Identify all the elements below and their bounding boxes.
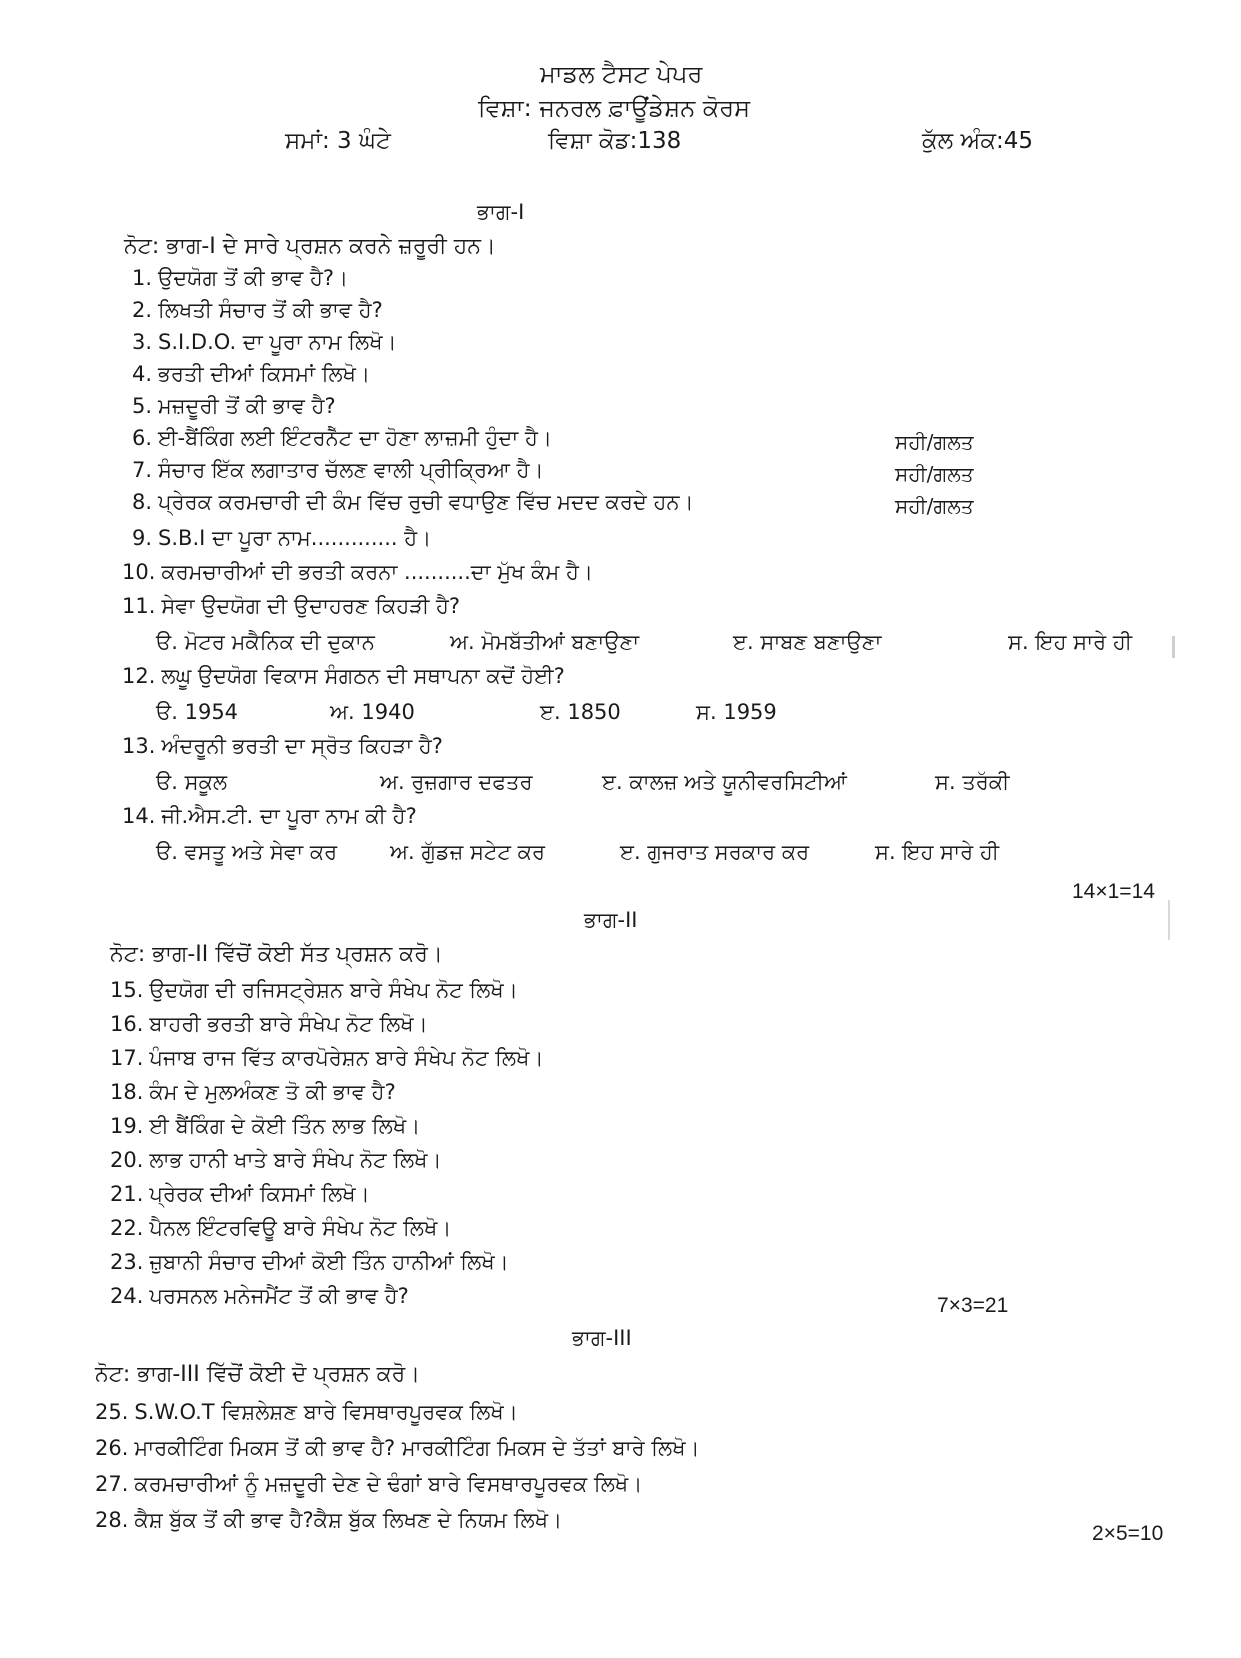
question-5 (132, 394, 336, 419)
question-26 (95, 1436, 700, 1461)
question-28 (95, 1508, 562, 1533)
question-24 (110, 1284, 409, 1309)
question-text: ਕਰਮਚਾਰੀਆਂ ਨੂੰ ਮਜ਼ਦੂਰੀ ਦੇਣ ਦੇ ਢੰਗਾਂ ਬਾਰੇ ਵਿਸਥਾਰਪੂਰਵਕ ਲਿਖੋ। (134, 1472, 643, 1496)
question-6 (132, 426, 552, 451)
subject-code: ਵਿਸ਼ਾ ਕੋਡ:138 (548, 128, 682, 154)
part2-note: ਨੋਟ: ਭਾਗ-II ਵਿੱਚੋਂ ਕੋਈ ਸੱਤ ਪ੍ਰਸ਼ਨ ਕਰੋ। (110, 942, 443, 967)
scan-mark (1168, 900, 1170, 940)
question-number: 18. (110, 1080, 144, 1104)
question-17 (110, 1046, 544, 1071)
question-number: 20. (110, 1148, 144, 1172)
part3-note: ਨੋਟ: ਭਾਗ-III ਵਿੱਚੋਂ ਕੋਈ ਦੋ ਪ੍ਰਸ਼ਨ ਕਰੋ। (95, 1362, 421, 1387)
part1-note: ਨੋਟ: ਭਾਗ-I ਦੇ ਸਾਰੇ ਪ੍ਰਸ਼ਨ ਕਰਨੇ ਜ਼ਰੂਰੀ ਹਨ। (124, 234, 496, 259)
question-18 (110, 1080, 396, 1105)
question-22 (110, 1216, 451, 1241)
question-text: ਪੰਜਾਬ ਰਾਜ ਵਿੱਤ ਕਾਰਪੋਰੇਸ਼ਨ ਬਾਰੇ ਸੰਖੇਪ ਨੋਟ ਲਿਖੋ। (149, 1046, 544, 1070)
question-number: 28. (95, 1508, 129, 1532)
q14-option-d: ਸ. ਇਹ ਸਾਰੇ ਹੀ (875, 840, 1000, 864)
question-text: S.W.O.T ਵਿਸ਼ਲੇਸ਼ਣ ਬਾਰੇ ਵਿਸਥਾਰਪੂਰਵਕ ਲਿਖੋ। (134, 1400, 518, 1424)
question-text: ਜੀ.ਐਸ.ਟੀ. ਦਾ ਪੂਰਾ ਨਾਮ ਕੀ ਹੈ? (161, 804, 417, 828)
true-false-label: ਸਹੀ/ਗਲਤ (895, 430, 974, 454)
question-1 (132, 266, 348, 291)
question-number: 6. (132, 426, 153, 450)
question-number: 26. (95, 1436, 129, 1460)
question-13 (122, 734, 443, 759)
part3-heading: ਭਾਗ-III (572, 1326, 632, 1350)
question-8 (132, 490, 694, 515)
question-9 (132, 526, 431, 551)
q14-option-b: ਅ. ਗੁੱਡਜ਼ ਸਟੇਟ ਕਰ (390, 840, 545, 864)
question-15 (110, 978, 518, 1003)
q12-option-b: ਅ. 1940 (330, 700, 415, 724)
paper-title: ਮਾਡਲ ਟੈਸਟ ਪੇਪਰ (540, 60, 703, 88)
question-21 (110, 1182, 370, 1207)
true-false-label: ਸਹੀ/ਗਲਤ (895, 462, 974, 486)
part2-heading: ਭਾਗ-II (584, 908, 638, 932)
question-text: ਜ਼ੁਬਾਨੀ ਸੰਚਾਰ ਦੀਆਂ ਕੋਈ ਤਿੰਨ ਹਾਨੀਆਂ ਲਿਖੋ। (149, 1250, 509, 1274)
part1-marks: 14×1=14 (1072, 880, 1155, 903)
question-number: 19. (110, 1114, 144, 1138)
q12-option-a: ੳ. 1954 (156, 700, 239, 724)
question-text: ਪੈਨਲ ਇੰਟਰਵਿਊ ਬਾਰੇ ਸੰਖੇਪ ਨੋਟ ਲਿਖੋ। (149, 1216, 452, 1240)
question-number: 14. (122, 804, 156, 828)
question-number: 27. (95, 1472, 129, 1496)
q14-option-c: ੲ. ਗੁਜਰਾਤ ਸਰਕਾਰ ਕਰ (620, 840, 810, 864)
question-text: S.B.I ਦਾ ਪੂਰਾ ਨਾਮ............. ਹੈ। (158, 526, 432, 550)
q14-option-a: ੳ. ਵਸਤੂ ਅਤੇ ਸੇਵਾ ਕਰ (156, 840, 338, 864)
q11-option-d: ਸ. ਇਹ ਸਾਰੇ ਹੀ (1008, 630, 1133, 654)
question-number: 4. (132, 362, 153, 386)
question-number: 17. (110, 1046, 144, 1070)
question-text: ਈ-ਬੈਂਕਿੰਗ ਲਈ ਇੰਟਰਨੈੱਟ ਦਾ ਹੋਣਾ ਲਾਜ਼ਮੀ ਹੁੰਦਾ ਹੈ। (158, 426, 553, 450)
total-marks: ਕੁੱਲ ਅੰਕ:45 (922, 128, 1034, 154)
q11-option-c: ੲ. ਸਾਬਣ ਬਣਾਉਣਾ (733, 630, 882, 654)
question-number: 9. (132, 526, 153, 550)
question-text: ਲਿਖਤੀ ਸੰਚਾਰ ਤੋਂ ਕੀ ਭਾਵ ਹੈ? (158, 298, 383, 322)
q13-option-c: ੲ. ਕਾਲਜ਼ ਅਤੇ ਯੂਨੀਵਰਸਿਟੀਆਂ (602, 770, 847, 794)
part1-heading: ਭਾਗ-I (477, 200, 525, 224)
q13-option-a: ੳ. ਸਕੂਲ (156, 770, 228, 794)
question-text: ਅੰਦਰੂਨੀ ਭਰਤੀ ਦਾ ਸ੍ਰੋਤ ਕਿਹੜਾ ਹੈ? (161, 734, 443, 758)
question-number: 12. (122, 664, 156, 688)
question-number: 21. (110, 1182, 144, 1206)
question-text: ਕਰਮਚਾਰੀਆਂ ਦੀ ਭਰਤੀ ਕਰਨਾ ..........ਦਾ ਮੁੱਖ ਕੰਮ ਹੈ। (161, 560, 594, 584)
question-number: 11. (122, 594, 156, 618)
question-text: ਪਰਸਨਲ ਮਨੇਜਮੈਂਟ ਤੋਂ ਕੀ ਭਾਵ ਹੈ? (149, 1284, 409, 1308)
question-number: 16. (110, 1012, 144, 1036)
question-text: ਈ ਬੈਂਕਿੰਗ ਦੇ ਕੋਈ ਤਿੰਨ ਲਾਭ ਲਿਖੋ। (149, 1114, 421, 1138)
question-20 (110, 1148, 442, 1173)
scan-mark (1172, 636, 1175, 658)
question-number: 24. (110, 1284, 144, 1308)
question-text: ਪ੍ਰੇਰਕ ਦੀਆਂ ਕਿਸਮਾਂ ਲਿਖੋ। (149, 1182, 370, 1206)
question-number: 13. (122, 734, 156, 758)
question-2 (132, 298, 383, 323)
question-number: 22. (110, 1216, 144, 1240)
question-number: 3. (132, 330, 153, 354)
question-number: 5. (132, 394, 153, 418)
question-23 (110, 1250, 509, 1275)
question-text: ਉਦਯੋਗ ਤੋਂ ਕੀ ਭਾਵ ਹੈ?। (158, 266, 349, 290)
question-number: 7. (132, 458, 153, 482)
question-number: 25. (95, 1400, 129, 1424)
question-12 (122, 664, 565, 689)
question-3 (132, 330, 397, 355)
question-14 (122, 804, 417, 829)
question-text: ਸੰਚਾਰ ਇੱਕ ਲਗਾਤਾਰ ਚੱਲਣ ਵਾਲੀ ਪ੍ਰੀਕ੍ਰਿਆ ਹੈ। (158, 458, 544, 482)
question-text: S.I.D.O. ਦਾ ਪੂਰਾ ਨਾਮ ਲਿਖੋ। (158, 330, 397, 354)
question-text: ਸੇਵਾ ਉਦਯੋਗ ਦੀ ਉਦਾਹਰਣ ਕਿਹੜੀ ਹੈ? (161, 594, 460, 618)
question-number: 23. (110, 1250, 144, 1274)
q13-option-d: ਸ. ਤਰੱਕੀ (935, 770, 1010, 794)
q13-option-b: ਅ. ਰੁਜ਼ਗਾਰ ਦਫਤਰ (380, 770, 533, 794)
question-number: 1. (132, 266, 153, 290)
question-text: ਕੰਮ ਦੇ ਮੁਲਅੰਕਣ ਤੋ ਕੀ ਭਾਵ ਹੈ? (149, 1080, 396, 1104)
question-number: 10. (122, 560, 156, 584)
question-7 (132, 458, 544, 483)
question-27 (95, 1472, 642, 1497)
question-text: ਪ੍ਰੇਰਕ ਕਰਮਚਾਰੀ ਦੀ ਕੰਮ ਵਿੱਚ ਰੁਚੀ ਵਧਾਉਣ ਵਿੱਚ ਮਦਦ ਕਰਦੇ ਹਨ। (158, 490, 694, 514)
question-text: ਭਰਤੀ ਦੀਆਂ ਕਿਸਮਾਂ ਲਿਖੋ। (158, 362, 371, 386)
q12-option-d: ਸ. 1959 (696, 700, 777, 724)
question-text: ਬਾਹਰੀ ਭਰਤੀ ਬਾਰੇ ਸੰਖੇਪ ਨੋਟ ਲਿਖੋ। (149, 1012, 428, 1036)
question-10 (122, 560, 593, 585)
subject-line: ਵਿਸ਼ਾ: ਜਨਰਲ ਫ਼ਾਊਂਡੇਸ਼ਨ ਕੋਰਸ (478, 94, 751, 122)
question-text: ਕੈਸ਼ ਬੁੱਕ ਤੋਂ ਕੀ ਭਾਵ ਹੈ?ਕੈਸ਼ ਬੁੱਕ ਲਿਖਣ ਦੇ ਨਿਯਮ ਲਿਖੋ। (134, 1508, 563, 1532)
true-false-label: ਸਹੀ/ਗਲਤ (895, 494, 974, 518)
question-text: ਲਾਭ ਹਾਨੀ ਖਾਤੇ ਬਾਰੇ ਸੰਖੇਪ ਨੋਟ ਲਿਖੋ। (149, 1148, 442, 1172)
question-text: ਮਜ਼ਦੂਰੀ ਤੋਂ ਕੀ ਭਾਵ ਹੈ? (158, 394, 336, 418)
question-text: ਲਘੂ ਉਦਯੋਗ ਵਿਕਾਸ ਸੰਗਠਨ ਦੀ ਸਥਾਪਨਾ ਕਦੋਂ ਹੋਈ? (161, 664, 565, 688)
q11-option-a: ੳ. ਮੋਟਰ ਮਕੈਨਿਕ ਦੀ ਦੁਕਾਨ (156, 630, 375, 654)
question-19 (110, 1114, 420, 1139)
part2-marks: 7×3=21 (937, 1294, 1009, 1317)
question-25 (95, 1400, 518, 1425)
question-number: 2. (132, 298, 153, 322)
question-16 (110, 1012, 428, 1037)
question-number: 8. (132, 490, 153, 514)
q12-option-c: ੲ. 1850 (540, 700, 621, 724)
question-number: 15. (110, 978, 144, 1002)
q11-option-b: ਅ. ਮੋਮਬੱਤੀਆਂ ਬਣਾਉਣਾ (450, 630, 640, 654)
part3-marks: 2×5=10 (1092, 1522, 1164, 1545)
time-allowed: ਸਮਾਂ: 3 ਘੰਟੇ (285, 128, 391, 154)
question-4 (132, 362, 370, 387)
question-11 (122, 594, 460, 619)
question-text: ਉਦਯੋਗ ਦੀ ਰਜਿਸਟ੍ਰੇਸ਼ਨ ਬਾਰੇ ਸੰਖੇਪ ਨੋਟ ਲਿਖੋ। (149, 978, 518, 1002)
question-text: ਮਾਰਕੀਟਿੰਗ ਮਿਕਸ ਤੋਂ ਕੀ ਭਾਵ ਹੈ? ਮਾਰਕੀਟਿੰਗ ਮਿਕਸ ਦੇ ਤੱਤਾਂ ਬਾਰੇ ਲਿਖੋ। (134, 1436, 700, 1460)
